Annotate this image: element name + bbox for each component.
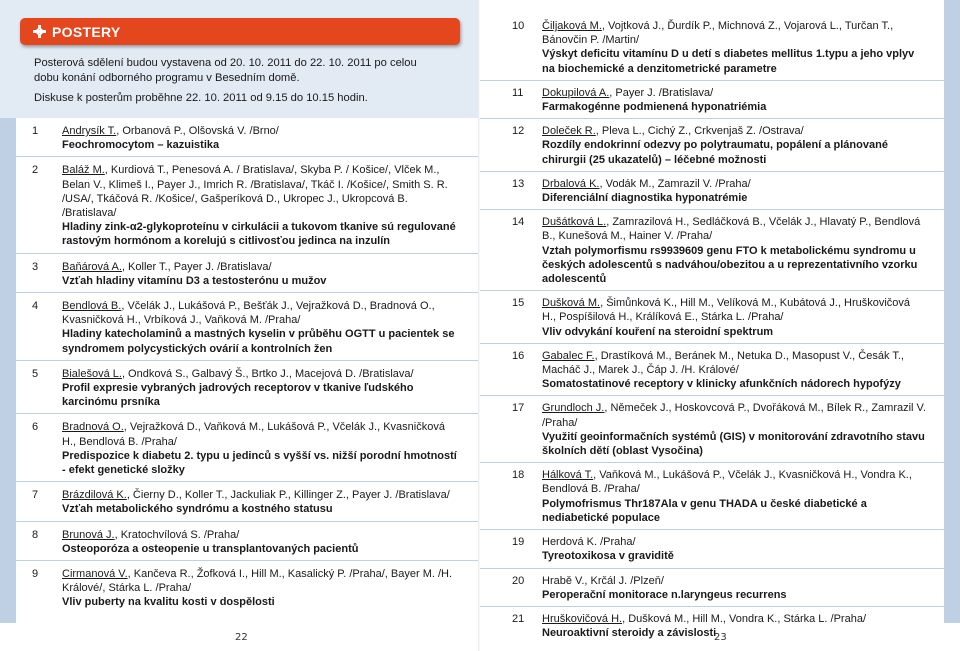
poster-number: 5 <box>32 367 39 380</box>
first-author: Dušková M. <box>542 297 601 310</box>
poster-title: Vzťah hladiny vitamínu D3 a testosterónu u mužov <box>62 274 327 287</box>
poster-number: 14 <box>512 216 525 229</box>
poster-authors <box>62 421 445 447</box>
poster-authors <box>542 350 904 376</box>
poster-item <box>0 254 478 293</box>
poster-item <box>480 14 944 81</box>
poster-authors <box>542 297 910 323</box>
poster-title: Vzťah metabolického syndrómu a kostného statusu <box>62 503 333 516</box>
first-author: Baláž M. <box>62 164 105 177</box>
intro-text <box>34 56 444 106</box>
first-author: Doleček R. <box>542 125 596 138</box>
first-author: Hálková T. <box>542 469 594 482</box>
poster-item <box>480 291 944 344</box>
poster-authors <box>62 489 450 501</box>
co-authors: , Zamrazilová H., Sedláčková B., Včelák J., Hlavatý P., Bendlová B., Kunešová M., Hainer V. /Praha/ <box>542 216 921 243</box>
poster-item <box>480 607 944 644</box>
poster-title: Feochromocytom – kazuistika <box>62 139 220 152</box>
first-author: Brunová J. <box>62 528 115 541</box>
co-authors: , Kratochvílová S. /Praha/ <box>114 528 240 541</box>
poster-authors <box>62 300 435 326</box>
poster-number: 7 <box>32 489 39 502</box>
poster-title: Výskyt deficitu vitamínu D u detí s diabetes mellitus 1.typu a jeho vplyv na biochemické a denzitometrické parametre <box>542 48 915 75</box>
co-authors: , Čierny D., Koller T., Jackuliak P., Killinger Z., Payer J. /Bratislava/ <box>126 489 450 502</box>
poster-title: Osteoporóza a osteopenie u transplantovaných pacientů <box>62 542 359 555</box>
discussion-time: Diskuse k posterům proběhne 22. 10. 2011 od 9.15 do 10.15 hodin. <box>34 92 368 104</box>
first-author: Hruškovičová H. <box>542 612 623 625</box>
poster-item <box>0 522 478 561</box>
poster-authors <box>62 568 452 594</box>
poster-item <box>480 119 944 172</box>
poster-authors <box>62 125 279 137</box>
co-authors: , Dušková M., Hill M., Vondra K., Stárka L. /Praha/ <box>622 612 867 625</box>
first-author: Bradnová O. <box>62 421 124 434</box>
poster-title: Vliv puberty na kvalitu kosti v dospělosti <box>62 596 275 609</box>
poster-authors <box>542 125 804 137</box>
poster-title: Hladiny zink-α2-glykoproteínu v cirkulácii a tukovom tkanive sú regulované rastovým hormónom a korelujú s citlivosťou jedinca na inzulín <box>62 221 456 248</box>
poster-authors <box>542 575 664 587</box>
poster-authors <box>62 529 239 541</box>
poster-title: Tyreotoxikosa v graviditě <box>542 550 674 563</box>
co-authors: , Drastíková M., Beránek M., Netuka D., Masopust V., Česák T., Macháč J., Marek J., Čáp J. /H. Králové/ <box>542 349 904 377</box>
co-authors: , Včelák J., Lukášová P., Bešťák J., Vejražková D., Bradnová O., Kvasničková H., Vrbíková J., Vaňková M. /Praha/ <box>62 300 435 327</box>
poster-authors <box>62 368 414 380</box>
poster-number: 8 <box>32 528 39 541</box>
poster-title: Vztah polymorfismu rs9939609 genu FTO k metabolickému syndromu u českých adolescentů s nadváhou/obezitou a u reprezentativního vzorku adolescentů <box>542 244 918 286</box>
co-authors: , Šimůnková K., Hill M., Velíková M., Kubátová J., Hruškovičová H., Pospíšilová H., Králíková E., Stárka L. /Praha/ <box>542 297 911 324</box>
poster-title: Neuroaktivní steroidy a závislosti <box>542 627 717 640</box>
poster-number: 20 <box>512 574 525 587</box>
first-author: Dušátková L. <box>542 216 607 229</box>
poster-item <box>0 414 478 482</box>
co-authors: , Vojtková J., Ďurdík P., Michnová Z., Vojarová L., Turčan T., Bánovčin P. /Martin/ <box>542 20 894 47</box>
co-authors: , Ondková S., Galbavý Š., Brtko J., Macejová D. /Bratislava/ <box>121 367 414 380</box>
first-author: Cirmanová V. <box>62 568 128 581</box>
co-authors: Herdová K. /Praha/ <box>542 536 636 549</box>
co-authors: , Payer J. /Bratislava/ <box>609 86 714 99</box>
co-authors: Hrabě V., Krčál J. /Plzeň/ <box>542 574 664 587</box>
poster-title: Somatostatinové receptory v klinicky afunkčních nádorech hypofýzy <box>542 378 901 391</box>
co-authors: , Orbanová P., Olšovská V. /Brno/ <box>116 125 279 137</box>
poster-item <box>0 361 478 415</box>
poster-authors <box>542 20 893 46</box>
co-authors: , Koller T., Payer J. /Bratislava/ <box>121 260 272 273</box>
poster-item <box>480 344 944 397</box>
poster-item <box>480 172 944 210</box>
poster-title: Diferenciální diagnostika hyponatrémie <box>542 192 748 205</box>
co-authors: , Kančeva R., Žofková I., Hill M., Kasalický P. /Praha/, Bayer M. /H. Králové/, Stárka L. /Praha/ <box>62 568 453 595</box>
first-author: Bialešová L. <box>62 367 122 380</box>
section-title: POSTERY <box>52 23 121 40</box>
first-author: Bendlová B. <box>62 300 122 313</box>
poster-authors <box>62 261 272 273</box>
poster-title: Predispozice k diabetu 2. typu u jedinců s vyšší vs. nižší porodní hmotností - efekt genetické složky <box>62 449 457 477</box>
poster-authors <box>542 613 866 625</box>
poster-number: 19 <box>512 536 525 549</box>
poster-item <box>0 561 478 614</box>
co-authors: , Němeček J., Hoskovcová P., Dvořáková M., Bílek R., Zamrazil V. /Praha/ <box>542 402 926 429</box>
poster-number: 13 <box>512 177 525 190</box>
intro-paragraph: Posterová sdělení budou vystavena od 20. 10. 2011 do 22. 10. 2011 po celou dobu konání odborného programu v Besedním domě. <box>34 57 417 84</box>
poster-item <box>480 81 944 119</box>
first-author: Andrysík T. <box>62 125 117 137</box>
poster-number: 1 <box>32 125 39 137</box>
poster-title: Vliv odvykání kouření na steroidní spektrum <box>542 325 774 338</box>
cross-ornament-icon <box>33 25 46 38</box>
co-authors: , Pleva L., Cichý Z., Crkvenjaš Z. /Ostrava/ <box>595 125 804 138</box>
poster-title: Hladiny katecholaminů a mastných kyselin v průběhu OGTT u pacientek se syndromem polycystických ovárií a kontrolních žen <box>62 328 455 355</box>
poster-list-left <box>0 118 478 614</box>
poster-authors <box>542 216 920 242</box>
right-margin-band <box>944 0 960 623</box>
page-number-right: 23 <box>714 632 727 643</box>
first-author: Čiljaková M. <box>542 20 602 32</box>
poster-number: 17 <box>512 402 525 415</box>
poster-title: Využití geoinformačních systémů (GIS) v monitorování zdravotního stavu školních dětí (oblast Vysočina) <box>542 430 925 458</box>
poster-authors <box>542 178 751 190</box>
poster-item <box>480 569 944 607</box>
poster-title: Rozdíly endokrinní odezvy po polytraumatu, popálení a plánované chirurgii (25 ukazatelů) – léčebné možnosti <box>542 139 888 166</box>
first-author: Brázdilová K. <box>62 489 127 502</box>
first-author: Drbalová K. <box>542 177 600 190</box>
first-author: Gabalec F. <box>542 349 595 362</box>
poster-item <box>0 157 478 253</box>
poster-number: 18 <box>512 469 525 482</box>
poster-number: 9 <box>32 568 39 581</box>
poster-item <box>0 293 478 361</box>
poster-number: 12 <box>512 125 525 138</box>
first-author: Grundloch J. <box>542 402 605 415</box>
poster-item <box>480 210 944 291</box>
poster-authors <box>542 402 926 428</box>
poster-item <box>0 482 478 521</box>
poster-number: 10 <box>512 20 525 32</box>
poster-item <box>480 530 944 568</box>
poster-title: Farmakogénne podmienená hyponatriémia <box>542 101 767 114</box>
poster-item <box>0 118 478 157</box>
co-authors: , Vejražková D., Vaňková M., Lukášová P., Včelák J., Kvasničková H., Bendlová B. /Praha/ <box>62 421 445 448</box>
poster-title: Profil expresie vybraných jadrových receptorov v tkanive ľudského karcinómu prsníka <box>62 382 414 409</box>
poster-title: Polymofrismus Thr187Ala v genu THADA u české diabetické a nediabetické populace <box>542 497 867 524</box>
poster-title: Peroperační monitorace n.laryngeus recurrens <box>542 588 787 601</box>
page-number-left: 22 <box>235 632 248 643</box>
poster-number: 3 <box>32 260 39 273</box>
poster-item <box>480 463 944 530</box>
co-authors: , Vaňková M., Lukášová P., Včelák J., Kvasničková H., Vondra K., Bendlová B. /Praha/ <box>542 469 912 496</box>
poster-number: 16 <box>512 349 525 362</box>
poster-authors <box>542 469 912 495</box>
co-authors: , Vodák M., Zamrazil V. /Praha/ <box>599 177 751 190</box>
poster-authors <box>542 536 636 548</box>
poster-number: 11 <box>512 86 524 99</box>
poster-number: 2 <box>32 164 39 177</box>
co-authors: , Kurdiová T., Penesová A. / Bratislava/, Skyba P. / Košice/, Vlček M., Belan V., Klimeš I., Payer J., Imrich R. /Bratislava/, Tkáč I. /Košice/, Smith S. R. /USA/, Tkáčová R. /Košice/, Gašperíková D., Ukropec J., Ukropcová B. /Bratislava/ <box>62 164 448 220</box>
poster-number: 4 <box>32 300 39 313</box>
poster-authors <box>542 87 713 99</box>
poster-item <box>480 396 944 463</box>
poster-authors <box>62 164 448 219</box>
poster-number: 15 <box>512 297 525 310</box>
section-header <box>20 18 460 45</box>
first-author: Dokupilová A. <box>542 86 610 99</box>
first-author: Baňárová A. <box>62 260 122 273</box>
poster-number: 6 <box>32 421 39 434</box>
poster-number: 21 <box>512 612 525 625</box>
poster-list-right <box>480 14 944 644</box>
